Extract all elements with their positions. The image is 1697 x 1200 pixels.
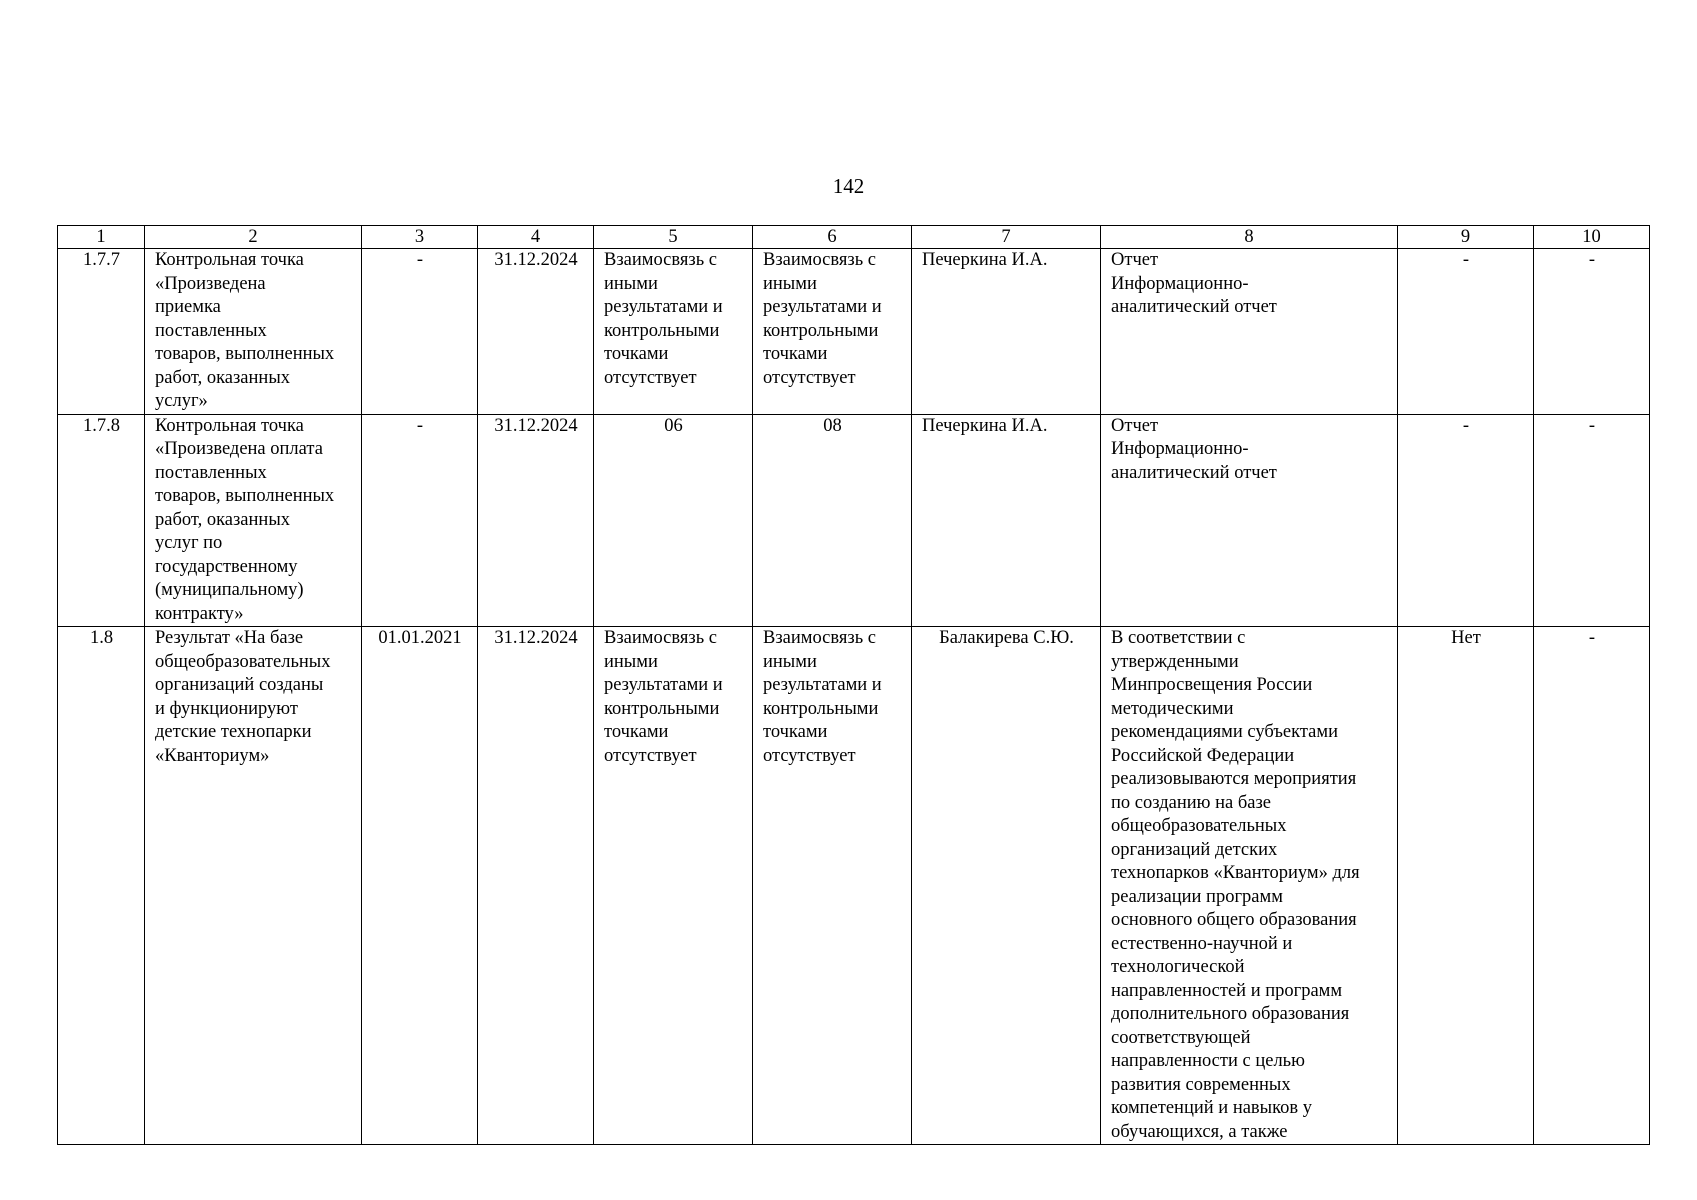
text-line: поставленных (155, 320, 267, 341)
col-header-7: 7 (912, 226, 1101, 249)
text-line: и функционируют (155, 698, 298, 719)
document (1101, 414, 1398, 627)
responsible: Балакирева С.Ю. (912, 627, 1101, 1145)
text-line: поставленных (155, 462, 267, 483)
text-line: естественно-научной и (1111, 933, 1293, 954)
text-line: технопарков «Кванториум» для (1111, 863, 1360, 883)
text-line: направленностей и программ (1111, 980, 1343, 1001)
table-row (58, 249, 1650, 415)
text-line: Информационно- (1111, 273, 1249, 294)
start-date: 01.01.2021 (362, 627, 478, 1145)
main-table (57, 225, 1650, 1145)
text-line: Взаимосвязь с (604, 628, 717, 648)
document (1101, 627, 1398, 1145)
predecessor (594, 627, 753, 1145)
header-row (58, 226, 1650, 249)
col10-value: - (1534, 414, 1650, 627)
text-line: Отчет (1111, 250, 1159, 270)
text-line: иными (604, 273, 658, 294)
responsible: Печеркина И.А. (912, 249, 1101, 415)
text-line: результатами и (763, 297, 882, 317)
col-header-10: 10 (1534, 226, 1650, 249)
text-line: точками (604, 722, 669, 742)
col-header-5: 5 (594, 226, 753, 249)
successor (753, 627, 912, 1145)
text-line: отсутствует (763, 367, 856, 388)
text-line: методическими (1111, 698, 1234, 719)
text-line: результатами и (763, 675, 882, 695)
col9-value: - (1398, 249, 1534, 415)
text-line: точками (604, 344, 669, 364)
table-row (58, 627, 1650, 1145)
text-line: Минпросвещения России (1111, 675, 1313, 695)
col-header-4: 4 (478, 226, 594, 249)
text-line: работ, оказанных (155, 367, 290, 388)
text-line: Российской Федерации (1111, 745, 1295, 766)
col-header-2: 2 (145, 226, 362, 249)
text-line: В соответствии с (1111, 628, 1246, 648)
text-line: «Кванториум» (155, 745, 270, 766)
col-header-8: 8 (1101, 226, 1398, 249)
row-number: 1.8 (58, 627, 145, 1145)
text-line: контрольными (604, 320, 720, 341)
text-line: аналитический отчет (1111, 297, 1277, 317)
text-line: результатами и (604, 675, 723, 695)
text-line: реализовываются мероприятия (1111, 769, 1357, 789)
text-line: контрольными (763, 320, 879, 341)
text-line: иными (763, 651, 817, 672)
text-line: основного общего образования (1111, 910, 1357, 930)
text-line: общеобразовательных (1111, 816, 1287, 836)
text-line: компетенций и навыков у (1111, 1098, 1312, 1118)
col10-value: - (1534, 627, 1650, 1145)
text-line: утвержденными (1111, 651, 1239, 672)
text-line: государственному (155, 556, 298, 577)
predecessor: 06 (594, 414, 753, 627)
text-line: работ, оказанных (155, 509, 290, 530)
text-line: детские технопарки (155, 722, 312, 742)
text-line: Контрольная точка (155, 250, 304, 270)
text-line: обучающихся, а также (1111, 1121, 1288, 1142)
text-line: точками (763, 344, 828, 364)
text-line: контрольными (763, 698, 879, 719)
text-line: технологической (1111, 957, 1245, 977)
text-line: (муниципальному) (155, 580, 304, 600)
predecessor (594, 249, 753, 415)
row-number: 1.7.8 (58, 414, 145, 627)
row-name (145, 414, 362, 627)
col10-value: - (1534, 249, 1650, 415)
text-line: иными (763, 273, 817, 294)
col-header-6: 6 (753, 226, 912, 249)
text-line: отсутствует (604, 745, 697, 766)
text-line: рекомендациями субъектами (1111, 722, 1338, 742)
text-line: Результат «На базе (155, 628, 304, 648)
text-line: услуг по (155, 533, 223, 553)
col-header-9: 9 (1398, 226, 1534, 249)
text-line: отсутствует (604, 367, 697, 388)
responsible: Печеркина И.А. (912, 414, 1101, 627)
col9-value: - (1398, 414, 1534, 627)
text-line: организаций детских (1111, 839, 1278, 860)
text-line: организаций созданы (155, 675, 324, 695)
successor: 08 (753, 414, 912, 627)
text-line: услуг» (155, 391, 208, 411)
text-line: реализации программ (1111, 886, 1283, 907)
row-name (145, 627, 362, 1145)
text-line: Взаимосвязь с (604, 250, 717, 270)
text-line: Отчет (1111, 415, 1159, 436)
document (1101, 249, 1398, 415)
text-line: результатами и (604, 297, 723, 317)
text-line: Взаимосвязь с (763, 250, 876, 270)
text-line: Взаимосвязь с (763, 628, 876, 648)
text-line: отсутствует (763, 745, 856, 766)
text-line: иными (604, 651, 658, 672)
text-line: «Произведена (155, 273, 266, 294)
start-date: - (362, 249, 478, 415)
row-name (145, 249, 362, 415)
text-line: развития современных (1111, 1074, 1291, 1095)
text-line: приемка (155, 297, 221, 317)
text-line: Контрольная точка (155, 415, 304, 436)
text-line: контрольными (604, 698, 720, 719)
text-line: соответствующей (1111, 1027, 1251, 1048)
end-date: 31.12.2024 (478, 249, 594, 415)
text-line: «Произведена оплата (155, 439, 323, 459)
col9-value: Нет (1398, 627, 1534, 1145)
page-number: 142 (832, 174, 865, 198)
text-line: контракту» (155, 603, 244, 624)
col-header-3: 3 (362, 226, 478, 249)
text-line: по созданию на базе (1111, 792, 1271, 813)
successor (753, 249, 912, 415)
text-line: общеобразовательных (155, 651, 331, 672)
end-date: 31.12.2024 (478, 627, 594, 1145)
col-header-1: 1 (58, 226, 145, 249)
end-date: 31.12.2024 (478, 414, 594, 627)
text-line: дополнительного образования (1111, 1004, 1350, 1024)
row-number: 1.7.7 (58, 249, 145, 415)
table-row (58, 414, 1650, 627)
text-line: точками (763, 722, 828, 742)
text-line: Информационно- (1111, 439, 1249, 459)
text-line: аналитический отчет (1111, 462, 1277, 483)
text-line: направленности с целью (1111, 1051, 1305, 1071)
start-date: - (362, 414, 478, 627)
text-line: товаров, выполненных (155, 486, 335, 506)
text-line: товаров, выполненных (155, 344, 335, 364)
